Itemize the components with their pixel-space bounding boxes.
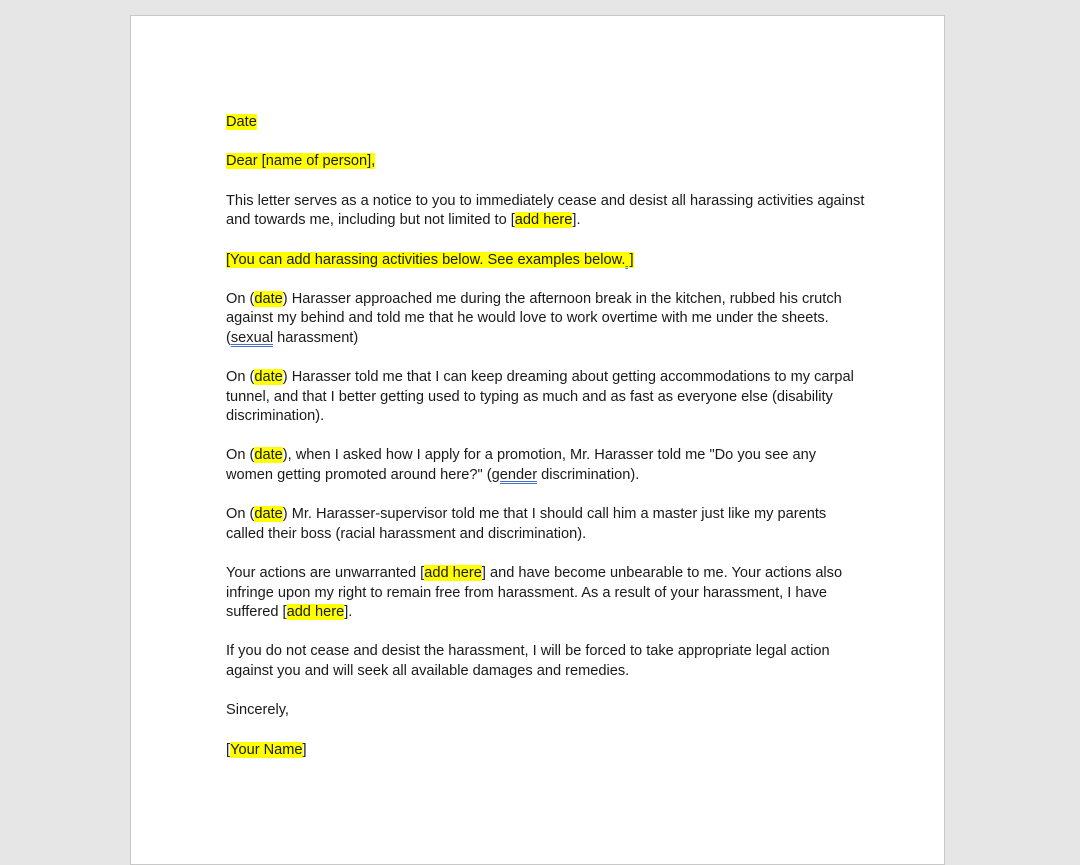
- signature-placeholder: Your Name: [230, 741, 303, 758]
- date-line: [226, 113, 866, 132]
- example-text: ), when I asked how I apply for a promotion, Mr. Harasser told me "Do you see any women getting promoted around here?" (: [226, 447, 817, 483]
- example-text: ) Harasser approached me during the afternoon break in the kitchen, rubbed his crutch against my behind and told me that he would love to work overtime with me under the sheets. (: [226, 291, 842, 346]
- instruction-text: [You can add harassing activities below. See examples below.: [226, 251, 626, 268]
- example-date: date: [254, 291, 283, 308]
- intro-paragraph: [226, 192, 866, 231]
- warning-paragraph: [226, 642, 866, 681]
- signature-line: [226, 741, 866, 760]
- example-open: On (: [226, 369, 255, 386]
- example-date: date: [254, 447, 283, 464]
- example-paragraph-2: [226, 368, 866, 426]
- example-text: ) Harasser told me that I can keep dreaming about getting accommodations to my carpal tunnel, and that I better getting used to typing as much and as fast as everyone else (disability discrimination).: [226, 369, 854, 425]
- example-text: ) Mr. Harasser-supervisor told me that I should call him a master just like my parents called their boss (racial harassment and discrimination).: [226, 506, 827, 542]
- actions-text-middle: ] and have become unbearable to me. Your actions also infringe upon my right to remain free from harassment. As a result of your harassment, I have suffered [: [226, 565, 843, 620]
- grammar-marked-word: sexual: [230, 329, 274, 346]
- example-open: On (: [226, 506, 255, 523]
- actions-text: Your actions are unwarranted [: [226, 565, 425, 582]
- signature-open: [: [226, 741, 231, 758]
- example-open: On (: [226, 291, 255, 308]
- actions-paragraph: [226, 564, 866, 622]
- salutation-placeholder: Dear [name of person],: [226, 153, 376, 170]
- example-paragraph-3: [226, 446, 866, 485]
- example-tail: discrimination).: [537, 466, 640, 483]
- salutation-line: [226, 152, 866, 171]
- grammar-marked-word: gender: [491, 466, 538, 483]
- example-paragraph-4: [226, 505, 866, 544]
- intro-add-here: add here: [514, 212, 573, 229]
- actions-add-here-1: add here: [424, 565, 482, 582]
- warning-text: If you do not cease and desist the harassment, I will be forced to take appropriate legal action against you and will seek all available damages and remedies.: [226, 643, 830, 679]
- closing-text: Sincerely,: [226, 702, 289, 719]
- instruction-paragraph: [226, 251, 866, 270]
- intro-text-end: ].: [572, 212, 581, 229]
- example-open: On (: [226, 447, 255, 464]
- closing-line: [226, 701, 866, 720]
- example-date: date: [254, 369, 283, 386]
- example-date: date: [254, 506, 283, 523]
- document-page[interactable]: [130, 15, 945, 865]
- instruction-end: ]: [625, 251, 634, 268]
- actions-add-here-2: add here: [286, 603, 345, 620]
- actions-text-end: ].: [344, 603, 353, 620]
- document-body[interactable]: [226, 113, 866, 780]
- intro-text: This letter serves as a notice to you to immediately cease and desist all harassing activities against and towards me, including but not limited to [: [226, 192, 865, 229]
- example-paragraph-1: [226, 290, 866, 348]
- date-placeholder: Date: [226, 114, 257, 130]
- example-tail: harassment): [273, 329, 359, 346]
- signature-close: ]: [302, 741, 307, 758]
